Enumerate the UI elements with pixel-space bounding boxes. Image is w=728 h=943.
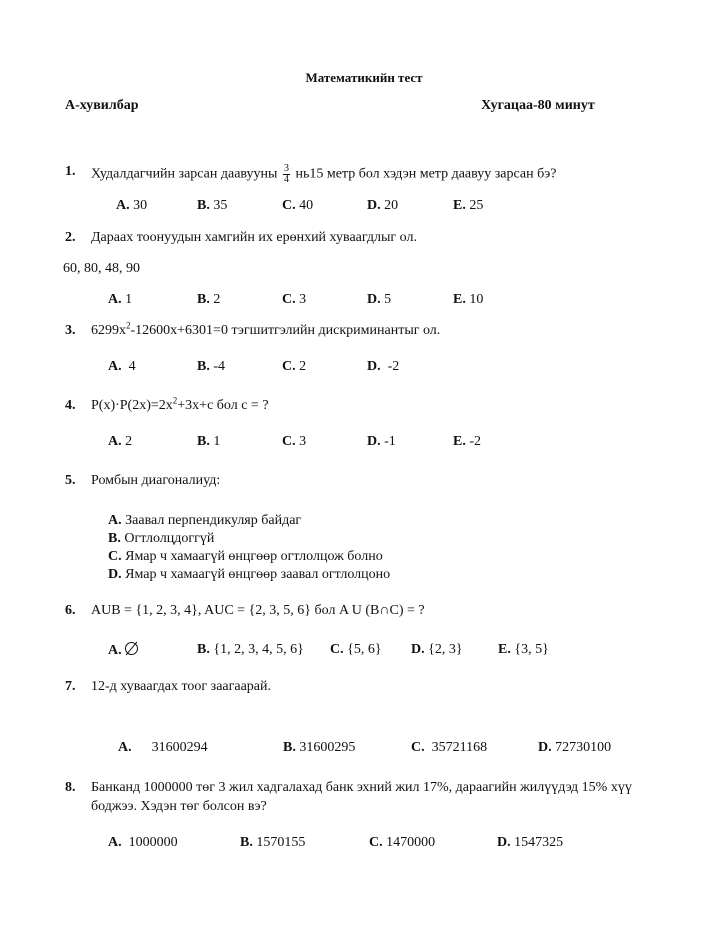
q6-option-c-value: {5, 6}: [347, 642, 382, 657]
q5-option-c-value: Ямар ч хамаагүй өнцгөөр огтлолцож болно: [125, 549, 383, 564]
q2-option-d-value: 5: [384, 292, 392, 307]
q4-option-b-value: 1: [213, 434, 221, 449]
q5-option-c-label: C.: [108, 549, 122, 564]
q4-option-a[interactable]: [108, 434, 132, 450]
q1-option-e[interactable]: [453, 198, 483, 214]
question-7-text: 12-д хуваагдах тоог заагаарай.: [91, 679, 271, 694]
q1-option-c[interactable]: [282, 198, 313, 214]
q3-option-d-value: -2: [387, 359, 400, 374]
q7-option-b[interactable]: [283, 740, 355, 756]
question-1-text: [91, 164, 556, 185]
q1-option-a-value: 30: [133, 198, 148, 213]
q6-option-e-label: E.: [498, 642, 511, 657]
q4-option-e[interactable]: [453, 434, 481, 450]
q2-option-e[interactable]: [453, 292, 483, 308]
q7-option-c-label: C.: [411, 740, 425, 755]
question-2-number: 2.: [65, 230, 76, 245]
q6-option-b[interactable]: [197, 642, 304, 658]
q4-option-d-label: D.: [367, 434, 381, 449]
exponent: 2: [172, 395, 178, 406]
q1-option-d[interactable]: [367, 198, 398, 214]
question-3-text-a: 6299x: [91, 323, 126, 338]
q8-option-b-value: 1570155: [256, 835, 306, 850]
question-8-text: Банканд 1000000 төг 3 жил хадгалахад банк эхний жил 17%, дараагийн жилүүдэд 15% хүү: [91, 780, 632, 795]
q4-option-c-value: 3: [299, 434, 307, 449]
page-title: Математикийн тест: [305, 70, 423, 85]
q2-option-e-value: 10: [469, 292, 484, 307]
variant-label: А-хувилбар: [65, 98, 139, 113]
q3-option-d-label: D.: [367, 359, 381, 374]
question-4-text-a: P(x)·P(2x)=2x: [91, 398, 173, 413]
q1-option-b-label: B.: [197, 198, 210, 213]
question-5-text: Ромбын диагоналиуд:: [91, 473, 221, 488]
question-2-text: Дараах тоонуудын хамгийн их ерөнхий хуваагдлыг ол.: [91, 230, 417, 245]
question-4-number: 4.: [65, 398, 76, 413]
q4-option-a-label: A.: [108, 434, 122, 449]
q8-option-c[interactable]: [369, 835, 435, 851]
q8-option-c-value: 1470000: [386, 835, 436, 850]
q3-option-c[interactable]: [282, 359, 306, 375]
q3-option-a[interactable]: [108, 359, 136, 375]
q2-option-a-label: A.: [108, 292, 122, 307]
q5-option-d-label: D.: [108, 567, 122, 582]
q4-option-c-label: C.: [282, 434, 296, 449]
q7-option-d[interactable]: [538, 740, 611, 756]
q1-option-b[interactable]: [197, 198, 227, 214]
q6-option-e[interactable]: [498, 642, 549, 658]
q4-option-e-label: E.: [453, 434, 466, 449]
q4-option-d-value: -1: [384, 434, 396, 449]
q7-option-d-value: 72730100: [555, 740, 612, 755]
q8-option-a-value: 1000000: [128, 835, 178, 850]
q5-option-b-value: Огтлолцдоггүй: [124, 531, 215, 546]
question-4-text-b: +3x+c бол c = ?: [177, 398, 269, 413]
q7-option-b-value: 31600295: [299, 740, 356, 755]
q2-option-b[interactable]: [197, 292, 220, 308]
q8-option-a-label: A.: [108, 835, 122, 850]
q6-option-b-label: B.: [197, 642, 210, 657]
q8-option-b-label: B.: [240, 835, 253, 850]
q4-option-b[interactable]: [197, 434, 220, 450]
question-1-text-post: нь15 метр бол хэдэн метр даавуу зарсан бэ?: [295, 166, 557, 182]
q6-option-d-label: D.: [411, 642, 425, 657]
q8-option-c-label: C.: [369, 835, 383, 850]
question-2-numbers: 60, 80, 48, 90: [63, 261, 140, 276]
exponent: 2: [126, 320, 131, 331]
q1-option-a[interactable]: [116, 198, 147, 214]
q3-option-a-value: 4: [128, 359, 136, 374]
q1-option-c-value: 40: [299, 198, 314, 213]
question-5-number: 5.: [65, 473, 76, 488]
q2-option-a-value: 1: [125, 292, 133, 307]
q7-option-d-label: D.: [538, 740, 552, 755]
duration-label: Хугацаа-80 минут: [481, 98, 595, 113]
q7-option-c[interactable]: [411, 740, 487, 756]
q6-option-c[interactable]: [330, 642, 382, 658]
q3-option-c-value: 2: [299, 359, 307, 374]
q2-option-e-label: E.: [453, 292, 466, 307]
q1-option-a-label: A.: [116, 198, 130, 213]
q3-option-a-label: A.: [108, 359, 122, 374]
q8-option-d-label: D.: [497, 835, 511, 850]
q2-option-d-label: D.: [367, 292, 381, 307]
q1-option-e-value: 25: [469, 198, 484, 213]
q2-option-c-value: 3: [299, 292, 307, 307]
q5-option-d[interactable]: [108, 567, 390, 583]
q6-option-a[interactable]: [108, 642, 138, 659]
q7-option-a-label: A.: [118, 740, 132, 755]
q2-option-b-value: 2: [213, 292, 221, 307]
q6-option-b-value: {1, 2, 3, 4, 5, 6}: [213, 642, 304, 657]
q7-option-c-value: 35721168: [431, 740, 488, 755]
question-8-text-line2: боджээ. Хэдэн төг болсон вэ?: [91, 799, 267, 814]
q5-option-c[interactable]: [108, 549, 383, 565]
q5-option-a-value: Заавал перпендикуляр байдаг: [125, 513, 302, 528]
q3-option-d[interactable]: [367, 359, 399, 375]
q5-option-a[interactable]: [108, 513, 301, 529]
question-7-number: 7.: [65, 679, 76, 694]
q8-option-d[interactable]: [497, 835, 563, 851]
empty-set-icon: [125, 642, 138, 655]
q4-option-a-value: 2: [125, 434, 133, 449]
q2-option-c[interactable]: [282, 292, 306, 308]
q8-option-d-value: 1547325: [514, 835, 564, 850]
q1-option-c-label: C.: [282, 198, 296, 213]
q2-option-b-label: B.: [197, 292, 210, 307]
q3-option-b-value: -4: [213, 359, 226, 374]
q2-option-d[interactable]: [367, 292, 391, 308]
q7-option-b-label: B.: [283, 740, 296, 755]
q3-option-b-label: B.: [197, 359, 210, 374]
question-1-number: 1.: [65, 164, 76, 179]
q4-option-c[interactable]: [282, 434, 306, 450]
question-3-number: 3.: [65, 323, 76, 338]
q8-option-a[interactable]: [108, 835, 178, 851]
q4-option-b-label: B.: [197, 434, 210, 449]
question-3-text: [91, 320, 441, 339]
q5-option-b-label: B.: [108, 531, 121, 546]
question-8-number: 8.: [65, 780, 76, 795]
q6-option-d[interactable]: [411, 642, 463, 658]
fraction-numerator: 3: [283, 163, 289, 174]
q1-option-d-value: 20: [384, 198, 399, 213]
q6-option-d-value: {2, 3}: [428, 642, 463, 657]
q1-option-e-label: E.: [453, 198, 466, 213]
q6-option-a-label: A.: [108, 643, 122, 658]
question-6-text: AUB = {1, 2, 3, 4}, AUC = {2, 3, 5, 6} бол A U (B∩C) = ?: [91, 603, 425, 618]
q5-option-b[interactable]: [108, 531, 214, 547]
fraction: [283, 164, 290, 185]
q2-option-a[interactable]: [108, 292, 132, 308]
fraction-denominator: 4: [283, 174, 289, 185]
q6-option-e-value: {3, 5}: [514, 642, 549, 657]
q1-option-b-value: 35: [213, 198, 228, 213]
q3-option-c-label: C.: [282, 359, 296, 374]
q8-option-b[interactable]: [240, 835, 305, 851]
q7-option-a[interactable]: [118, 740, 208, 756]
q7-option-a-value: 31600294: [151, 740, 208, 755]
q6-option-c-label: C.: [330, 642, 344, 657]
q3-option-b[interactable]: [197, 359, 225, 375]
q2-option-c-label: C.: [282, 292, 296, 307]
question-6-number: 6.: [65, 603, 76, 618]
question-3-text-b: -12600x+6301=0 тэгшитгэлийн дискриминантыг ол.: [130, 323, 441, 338]
q5-option-a-label: A.: [108, 513, 122, 528]
question-4-text: [91, 395, 269, 414]
q5-option-d-value: Ямар ч хамаагүй өнцгөөр заавал огтлолцоно: [125, 567, 391, 582]
q4-option-e-value: -2: [469, 434, 482, 449]
question-1-text-pre: Худалдагчийн зарсан даавууны: [91, 166, 278, 182]
q4-option-d[interactable]: [367, 434, 396, 450]
q1-option-d-label: D.: [367, 198, 381, 213]
